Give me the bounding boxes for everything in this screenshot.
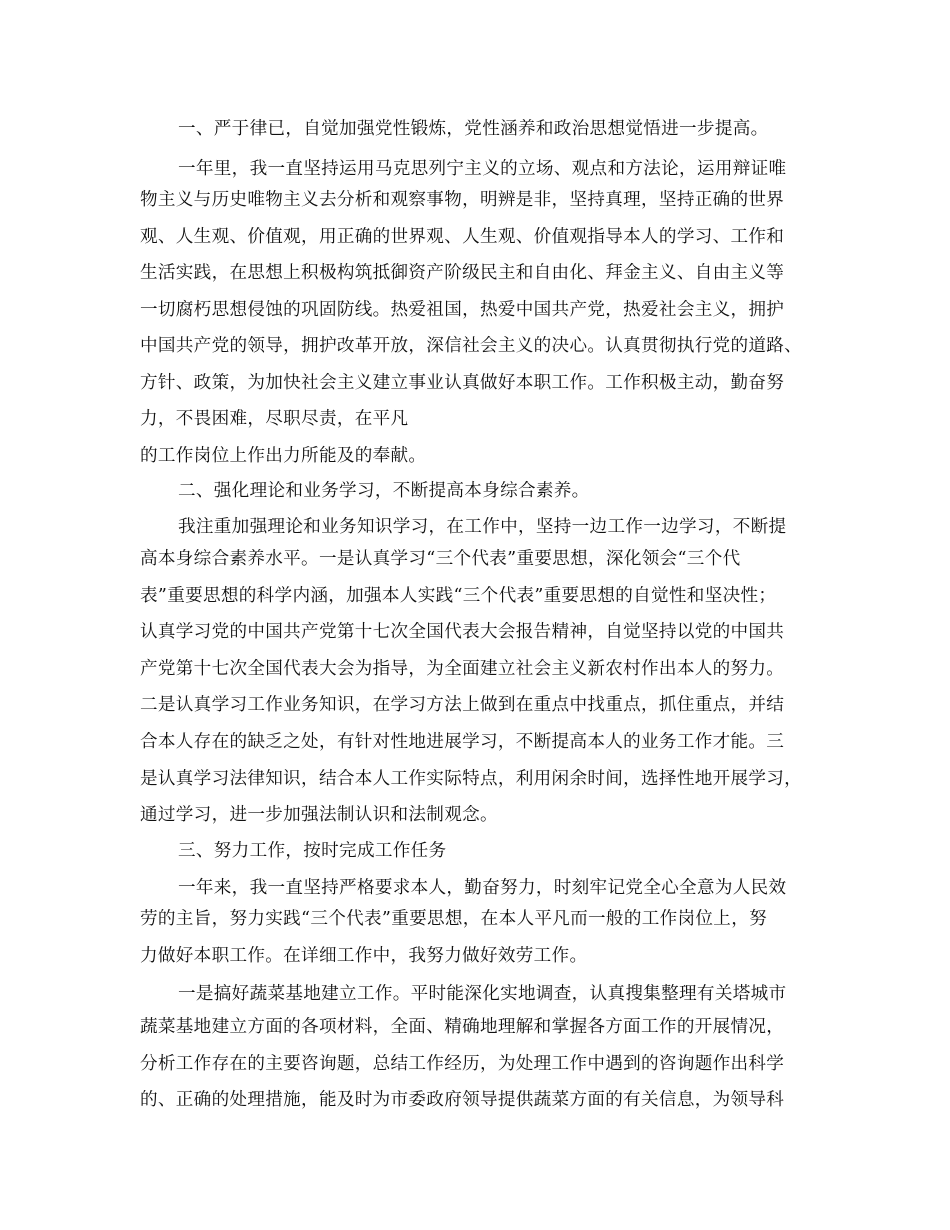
text-line: 通过学习，进一步加强法制认识和法制观念。 <box>140 805 498 825</box>
text-line: 中国共产党的领导，拥护改革开放，深信社会主义的决心。认真贯彻执行党的道路、 <box>140 336 803 356</box>
text-line: 是认真学习法律知识，结合本人工作实际特点，利用闲余时间，选择性地开展学习， <box>140 769 803 789</box>
text-line: 力，不畏困难，尽职尽责，在平凡 <box>140 409 409 429</box>
section-heading: 二、强化理论和业务学习，不断提高本身综合素养。 <box>178 481 590 501</box>
text-line: 的工作岗位上作出力所能及的奉献。 <box>140 446 427 466</box>
text-line: 一切腐朽思想侵蚀的巩固防线。热爱祖国，热爱中国共产党，热爱社会主义，拥护 <box>140 300 785 320</box>
text-line: 蔬菜基地建立方面的各项材料，全面、精确地理解和掌握各方面工作的开展情况， <box>140 1017 785 1037</box>
text-line: 方针、政策，为加快社会主义建立事业认真做好本职工作。工作积极主动，勤奋努 <box>140 373 785 393</box>
text-line: 一、严于律已，自觉加强党性锻炼，党性涵养和政治思想觉悟进一步提高。 <box>178 119 769 139</box>
text-line: 的、正确的处理措施，能及时为市委政府领导提供蔬菜方面的有关信息，为领导科 <box>140 1090 785 1110</box>
text-line: 劳的主旨，努力实践“三个代表”重要思想，在本人平凡而一般的工作岗位上，努 <box>140 909 767 929</box>
text-line: 高本身综合素养水平。一是认真学习“三个代表”重要思想，深化领会“三个代 <box>140 549 741 569</box>
text-line: 我注重加强理论和业务知识学习，在工作中，坚持一边工作一边学习，不断提 <box>178 517 787 537</box>
text-line: 表”重要思想的科学内涵，加强本人实践“三个代表”重要思想的自觉性和坚决性； <box>140 586 777 606</box>
text-line: 生活实践，在思想上积极构筑抵御资产阶级民主和自由化、拜金主义、自由主义等 <box>140 263 785 283</box>
text-line: 二是认真学习工作业务知识，在学习方法上做到在重点中找重点，抓住重点，并结 <box>140 695 785 715</box>
text-line: 物主义与历史唯物主义去分析和观察事物，明辨是非，坚持真理，坚持正确的世界 <box>140 190 785 210</box>
text-line: 认真学习党的中国共产党第十七次全国代表大会报告精神，自觉坚持以党的中国共 <box>140 622 785 642</box>
text-line: 观、人生观、价值观，用正确的世界观、人生观、价值观指导本人的学习、工作和 <box>140 227 785 247</box>
text-line: 一年里，我一直坚持运用马克思列宁主义的立场、观点和方法论，运用辩证唯 <box>178 159 787 179</box>
text-line: 合本人存在的缺乏之处，有针对性地进展学习，不断提高本人的业务工作才能。三 <box>140 732 785 752</box>
text-line: 分析工作存在的主要咨询题，总结工作经历，为处理工作中遇到的咨询题作出科学 <box>140 1054 785 1074</box>
section-heading: 三、努力工作，按时完成工作任务 <box>178 841 447 861</box>
text-line: 产党第十七次全国代表大会为指导，为全面建立社会主义新农村作出本人的努力。 <box>140 659 785 679</box>
text-line: 力做好本职工作。在详细工作中，我努力做好效劳工作。 <box>140 946 588 966</box>
text-line: 一年来，我一直坚持严格要求本人，勤奋努力，时刻牢记党全心全意为人民效 <box>178 878 787 898</box>
text-line: 一是搞好蔬菜基地建立工作。平时能深化实地调查，认真搜集整理有关塔城市 <box>178 984 787 1004</box>
